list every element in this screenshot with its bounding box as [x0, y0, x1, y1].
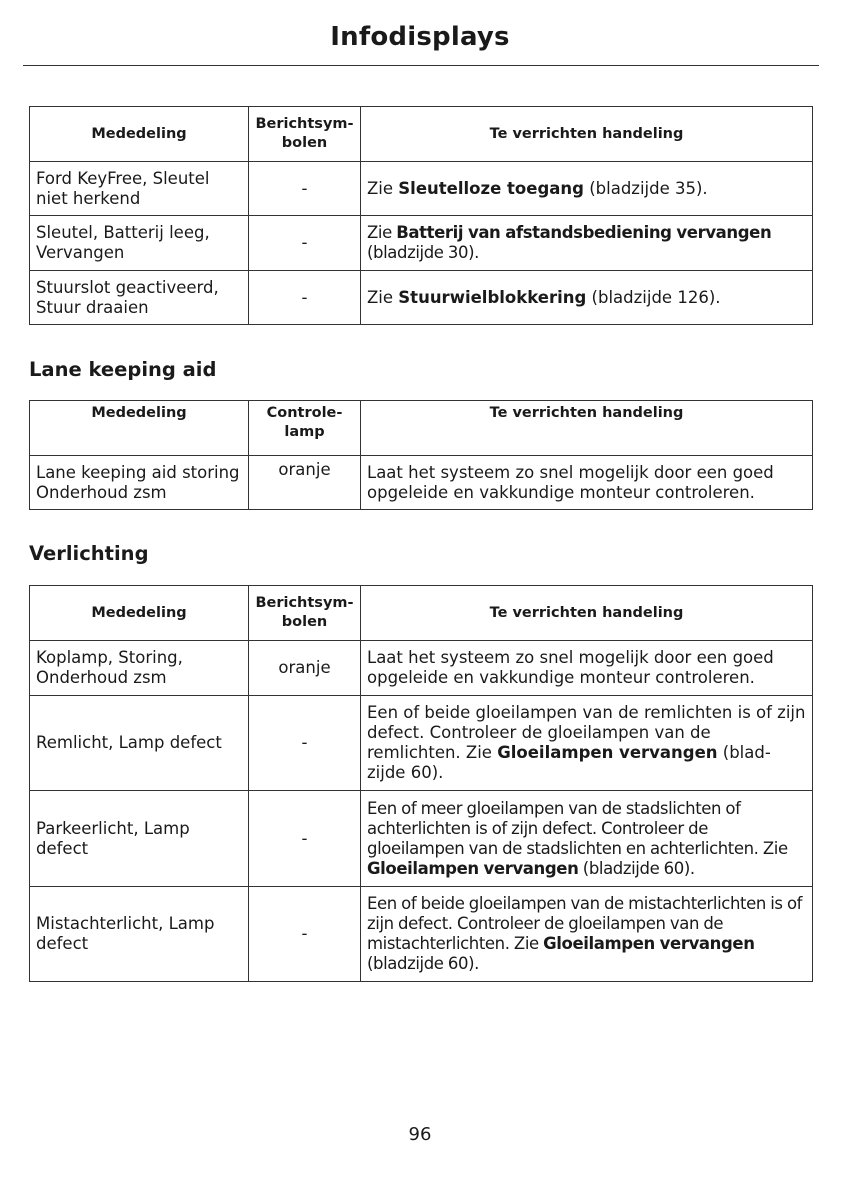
messages-table-keys — [29, 106, 813, 325]
action-text: Laat het systeem zo snel mogelijk door een goed opgeleide en vakkundige monteur controleren. — [367, 648, 774, 687]
page-title: Infodisplays — [330, 22, 510, 52]
cross-reference: Gloeilampen vervangen — [497, 743, 718, 762]
table-header-row — [30, 401, 813, 456]
page-reference: (bladzijde 60). — [578, 858, 695, 878]
message-cell: Lane keeping aid storing Onderhoud zsm — [30, 456, 249, 510]
symbol-cell: - — [249, 162, 361, 216]
cross-reference: Stuurwielblokkering — [398, 287, 587, 307]
message-cell: Sleutel, Batterij leeg, Vervangen — [30, 216, 249, 271]
table-header-row — [30, 586, 813, 641]
action-text: Zie — [367, 287, 399, 307]
action-cell — [361, 162, 813, 216]
header-symbols: Berichtsym- bolen — [249, 107, 361, 162]
symbol-cell: oranje — [249, 641, 361, 696]
header-symbols: Berichtsym- bolen — [249, 586, 361, 641]
page-reference: (bladzijde 126). — [586, 287, 721, 307]
section-heading-lane-keeping: Lane keeping aid — [29, 358, 217, 381]
section-heading-lighting: Verlichting — [29, 542, 149, 565]
messages-table-lane-keeping — [29, 400, 813, 510]
table-row — [30, 162, 813, 216]
symbol-cell: - — [249, 271, 361, 325]
table-row — [30, 696, 813, 791]
header-warning-lamp: Controle- lamp — [249, 401, 361, 456]
page-reference: (bladzijde 35). — [583, 178, 708, 198]
message-cell: Stuurslot geactiveerd, Stuur draaien — [30, 271, 249, 325]
symbol-cell: - — [249, 216, 361, 271]
message-cell: Remlicht, Lamp defect — [30, 696, 249, 791]
action-text: Zie — [367, 178, 399, 198]
table-row — [30, 216, 813, 271]
table-row — [30, 791, 813, 887]
action-cell — [361, 887, 813, 982]
action-text: Een of beide gloeilampen van de mistachterlichten is of zijn defect. Controleer de gloeilampen van de mistachterlichten. Zie — [367, 894, 803, 953]
cross-reference: Gloeilampen vervangen — [367, 858, 579, 878]
page-reference: (blad-zijde 60). — [367, 743, 771, 782]
message-cell: Koplamp, Storing, Onderhoud zsm — [30, 641, 249, 696]
table-row — [30, 456, 813, 510]
action-text: Zie — [367, 223, 397, 242]
symbol-cell: - — [249, 791, 361, 887]
page-reference: (bladzijde 60). — [367, 954, 479, 973]
page-reference: (bladzijde 30). — [367, 243, 479, 262]
action-cell — [361, 641, 813, 696]
action-cell — [361, 791, 813, 887]
messages-table-lighting — [29, 585, 813, 982]
action-text: Een of beide gloeilampen van de remlichten is of zijn defect. Controleer de gloeilampen van de remlichten. Zie — [367, 703, 806, 762]
action-cell — [361, 696, 813, 791]
table-row — [30, 887, 813, 982]
message-cell: Ford KeyFree, Sleutel niet herkend — [30, 162, 249, 216]
header-action: Te verrichten handeling — [361, 586, 813, 641]
symbol-cell: - — [249, 696, 361, 791]
header-message: Mededeling — [30, 107, 249, 162]
action-cell: Laat het systeem zo snel mogelijk door een goed opgeleide en vakkundige monteur controleren. — [361, 456, 813, 510]
title-divider — [23, 65, 819, 66]
action-cell — [361, 216, 813, 271]
header-action: Te verrichten handeling — [361, 107, 813, 162]
header-message: Mededeling — [30, 586, 249, 641]
action-text: Een of meer gloeilampen van de stadslichten of achterlichten is of zijn defect. Controleer de gloeilampen van de stadslichten en achterlichten. Zie — [367, 798, 788, 858]
message-cell: Parkeerlicht, Lamp defect — [30, 791, 249, 887]
table-row — [30, 641, 813, 696]
page-number: 96 — [408, 1124, 432, 1145]
header-message: Mededeling — [30, 401, 249, 456]
message-cell: Mistachterlicht, Lamp defect — [30, 887, 249, 982]
header-action: Te verrichten handeling — [361, 401, 813, 456]
cross-reference: Gloeilampen vervangen — [543, 934, 755, 953]
table-row — [30, 271, 813, 325]
symbol-cell: - — [249, 887, 361, 982]
table-header-row — [30, 107, 813, 162]
symbol-cell: oranje — [249, 456, 361, 510]
cross-reference: Sleutelloze toegang — [398, 178, 584, 198]
action-cell — [361, 271, 813, 325]
cross-reference: Batterij van afstandsbediening vervangen — [396, 223, 772, 242]
